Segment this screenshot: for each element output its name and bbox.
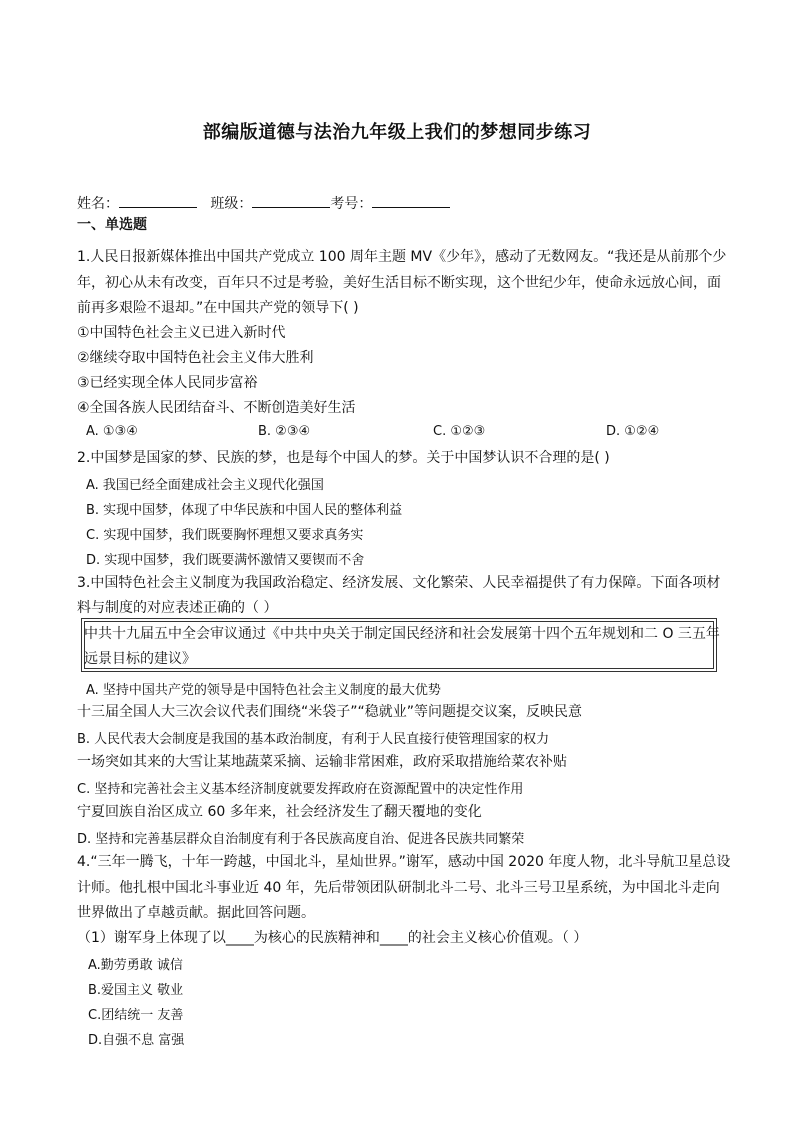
q3-option-a[interactable]: A. 坚持中国共产党的领导是中国特色社会主义制度的最大优势 — [86, 683, 441, 698]
q1-item: ①中国特色社会主义已进入新时代 — [77, 325, 286, 341]
section-heading: 一、单选题 — [77, 217, 147, 233]
q3-option-d[interactable]: D. 坚持和完善基层群众自治制度有利于各民族高度自治、促进各民族共同繁荣 — [77, 832, 525, 847]
q3-stem-line1: 3.中国特色社会主义制度为我国政治稳定、经济发展、文化繁荣、人民幸福提供了有力保障。下面各项材 — [77, 575, 721, 591]
q3-stem-line2: 料与制度的对应表述正确的（ ） — [77, 600, 278, 616]
exam-label: 考号： — [330, 196, 373, 212]
page-title: 部编版道德与法治九年级上我们的梦想同步练习 — [202, 122, 592, 143]
q3-material-line1: 中共十九届五中全会审议通过《中共中央关于制定国民经济和社会发展第十四个五年规划和二 O 三五年 — [84, 626, 720, 642]
q4-option-a[interactable]: A.勤劳勇敢 诚信 — [88, 958, 183, 973]
q2-option-c[interactable]: C. 实现中国梦，我们既要胸怀理想又要求真务实 — [86, 528, 364, 543]
q3-material: 一场突如其来的大雪让某地蔬菜采摘、运输非常困难，政府采取措施给菜农补贴 — [77, 754, 567, 770]
q1-option-c[interactable]: C. ①②③ — [433, 424, 486, 439]
exam-blank[interactable] — [372, 193, 450, 208]
class-label: 班级： — [210, 196, 253, 212]
q1-stem-line1: 1.人民日报新媒体推出中国共产党成立 100 周年主题 MV《少年》，感动了无数网友。“我还是从前那个少 — [77, 249, 727, 265]
q1-item: ③已经实现全体人民同步富裕 — [77, 375, 258, 391]
q3-material: 宁夏回族自治区成立 60 多年来，社会经济发生了翻天覆地的变化 — [77, 804, 482, 820]
q1-stem-line2: 年，初心从未有改变，百年只不过是考验，美好生活目标不断实现，这个世纪少年，使命永远放心间，面 — [77, 275, 721, 291]
q3-option-c[interactable]: C. 坚持和完善社会主义基本经济制度就要发挥政府在资源配置中的决定性作用 — [77, 782, 524, 797]
q1-option-a[interactable]: A. ①③④ — [86, 424, 138, 439]
q1-stem-line3: 前再多艰险不退却。”在中国共产党的领导下( ) — [77, 300, 359, 316]
q3-material: 十三届全国人大三次会议代表们围绕“米袋子”“稳就业”等问题提交议案，反映民意 — [77, 704, 583, 720]
q4-stem-line3: 世界做出了卓越贡献。据此回答问题。 — [77, 905, 315, 921]
q2-option-a[interactable]: A. 我国已经全面建成社会主义现代化强国 — [86, 478, 324, 493]
q3-material-line2: 远景目标的建议》 — [84, 651, 196, 667]
q4-sub1-stem: （1）谢军身上体现了以____为核心的民族精神和____的社会主义核心价值观。（ ） — [77, 930, 588, 946]
q4-stem-line2: 计师。他扎根中国北斗事业近 40 年，先后带领团队研制北斗二号、北斗三号卫星系统，为中国北斗走向 — [77, 880, 720, 896]
name-blank[interactable] — [119, 193, 197, 208]
q1-option-d[interactable]: D. ①②④ — [606, 424, 660, 439]
q4-stem-line1: 4.“三年一腾飞，十年一跨越，中国北斗，星灿世界。”谢军，感动中国 2020 年度人物，北斗导航卫星总设 — [77, 854, 731, 870]
q1-item: ④全国各族人民团结奋斗、不断创造美好生活 — [77, 400, 356, 416]
q4-option-c[interactable]: C.团结统一 友善 — [88, 1008, 184, 1023]
q3-option-b[interactable]: B. 人民代表大会制度是我国的基本政治制度，有利于人民直接行使管理国家的权力 — [77, 732, 550, 747]
student-info-line — [77, 193, 450, 213]
q2-option-b[interactable]: B. 实现中国梦，体现了中华民族和中国人民的整体利益 — [86, 503, 403, 518]
q1-option-b[interactable]: B. ②③④ — [258, 424, 311, 439]
class-blank[interactable] — [252, 193, 330, 208]
q1-item: ②继续夺取中国特色社会主义伟大胜利 — [77, 350, 314, 366]
name-label: 姓名： — [77, 196, 119, 212]
q2-option-d[interactable]: D. 实现中国梦，我们既要满怀激情又要锲而不舍 — [86, 553, 365, 568]
q2-stem: 2.中国梦是国家的梦、民族的梦，也是每个中国人的梦。关于中国梦认识不合理的是( ) — [77, 450, 610, 466]
q4-option-b[interactable]: B.爱国主义 敬业 — [88, 983, 184, 998]
q4-option-d[interactable]: D.自强不息 富强 — [88, 1033, 185, 1048]
